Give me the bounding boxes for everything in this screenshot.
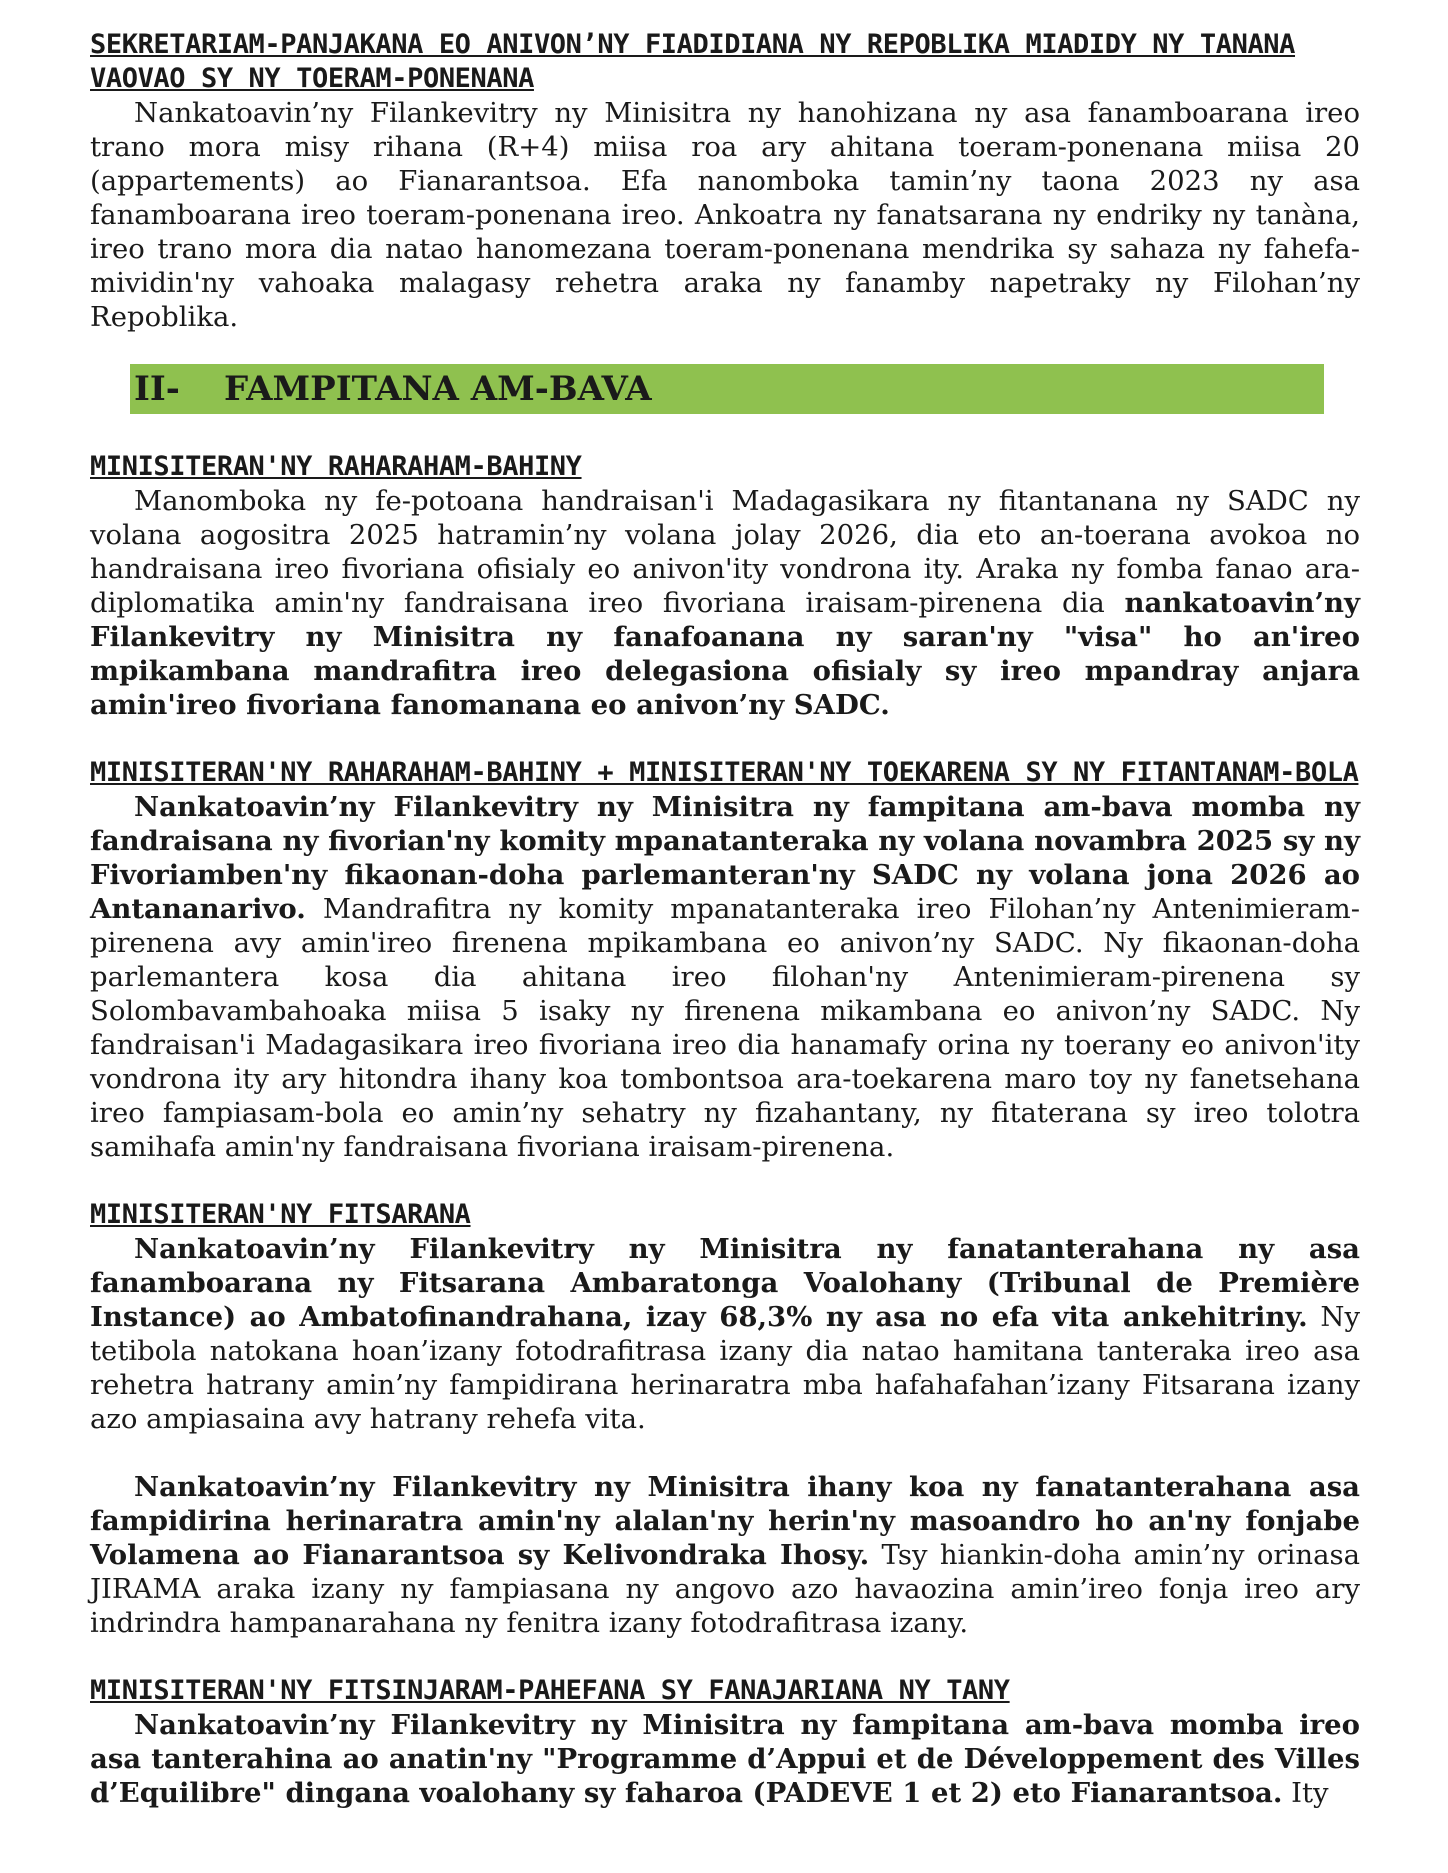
heading-secretariat: SEKRETARIAM-PANJAKANA EO ANIVON’NY FIADIDIANA NY REPOBLIKA MIADIDY NY TANANA VAOVAO SY NY TOERAM-PONENANA xyxy=(90,29,1296,94)
heading-foreign-affairs: MINISITERAN'NY RAHARAHAM-BAHINY xyxy=(90,451,582,482)
paragraph-bold-text: nankatoavin’ny Filankevitry ny Minisitra ny fanafoanana ny saran'ny "visa" ho an'ireo mpikambana mandrafitra ireo delegasiona ofisialy sy ireo mpandray anjara amin'ireo fivoriana fanomanana eo anivon’ny SADC. xyxy=(90,587,1360,721)
document-page xyxy=(90,28,1360,1810)
paragraph-text: Ity xyxy=(1282,1777,1329,1809)
paragraph-text: Mandrafitra ny komity mpanatanteraka ireo Filohan’ny Antenimieram-pirenena avy amin'ireo firenena mpikambana eo anivon’ny SADC. Ny fikaonan-doha parlemantera kosa dia ahitana ireo filohan'ny Antenimieram-pirenena sy Solombavambahoaka miisa 5 isaky ny firenena mikambana eo anivon’ny SADC. Ny fandraisan'i Madagasikara ireo fivoriana ireo dia hanamafy orina ny toerany eo anivon'ity vondrona ity ary hitondra ihany koa tombontsoa ara-toekarena maro toy ny fanetsehana ireo fampiasam-bola eo amin’ny sehatry ny fizahantany, ny fitaterana sy ireo tolotra samihafa amin'ny fandraisana fivoriana iraisam-pirenena. xyxy=(90,893,1360,1163)
heading-decentralization: MINISITERAN'NY FITSINJARAM-PAHEFANA SY FANAJARIANA NY TANY xyxy=(90,1675,1010,1706)
paragraph-sadc-visa xyxy=(90,484,1360,722)
paragraph-housing: Nankatoavin’ny Filankevitry ny Minisitra ny hanohizana ny asa fanamboarana ireo trano mora misy rihana (R+4) miisa roa ary ahitana toeram-ponenana miisa 20 (appartements) ao Fianarantsoa. Efa nanomboka tamin’ny taona 2023 ny asa fanamboarana ireo toeram-ponenana ireo. Ankoatra ny fanatsarana ny endriky ny tanàna, ireo trano mora dia natao hanomezana toeram-ponenana mendrika sy sahaza ny fahefa-mividin'ny vahoaka malagasy rehetra araka ny fanamby napetraky ny Filohan’ny Repoblika. xyxy=(90,97,1360,333)
paragraph-bold-text: Nankatoavin’ny Filankevitry ny Minisitra ny fanatanterahana ny asa fanamboarana ny Fitsarana Ambaratonga Voalohany (Tribunal de Première Instance) ao Ambatofinandrahana, izay 68,3% ny asa no efa vita ankehitriny. xyxy=(90,1233,1360,1333)
paragraph-text: Tsy hiankin-doha amin’ny orinasa JIRAMA araka izany ny fampiasana ny angovo azo havaozina amin’ireo fonja ireo ary indrindra hampanarahana ny fenitra izany fotodrafitrasa izany. xyxy=(90,1539,1360,1639)
paragraph-bold-text: Nankatoavin’ny Filankevitry ny Minisitra ny fampitana am-bava momba ny fandraisana ny fivorian'ny komity mpanatanteraka ny volana novambra 2025 sy ny Fivoriamben'ny fikaonan-doha parlemanteran'ny SADC ny volana jona 2026 ao Antananarivo. xyxy=(90,791,1360,925)
paragraph-prison-solar xyxy=(90,1470,1360,1640)
section-header-bar xyxy=(130,364,1324,414)
heading-foreign-affairs-economy: MINISITERAN'NY RAHARAHAM-BAHINY + MINISITERAN'NY TOEKARENA SY NY FITANTANAM-BOLA xyxy=(90,757,1359,788)
paragraph-text: Ny tetibola natokana hoan’izany fotodrafitrasa izany dia natao hamitana tanteraka ireo asa rehetra hatrany amin’ny fampidirana herinaratra mba hafahafahan’izany Fitsarana izany azo ampiasaina avy hatrany rehefa vita. xyxy=(90,1301,1360,1435)
paragraph-sadc-parliament xyxy=(90,790,1360,1164)
section-number: II- xyxy=(134,369,180,409)
section-title: FAMPITANA AM-BAVA xyxy=(224,369,652,409)
paragraph-bold-text: Nankatoavin’ny Filankevitry ny Minisitra ny fampitana am-bava momba ireo asa tanterahina ao anatin'ny "Programme d’Appui et de Développement des Villes d’Equilibre" dingana voalohany sy faharoa (PADEVE 1 et 2) eto Fianarantsoa. xyxy=(90,1709,1360,1809)
paragraph-tribunal xyxy=(90,1232,1360,1436)
paragraph-padeve xyxy=(90,1708,1360,1810)
paragraph-text: Manomboka ny fe-potoana handraisan'i Madagasikara ny fitantanana ny SADC ny volana aogositra 2025 hatramin’ny volana jolay 2026, dia eto an-toerana avokoa no handraisana ireo fivoriana ofisialy eo anivon'ity vondrona ity. Araka ny fomba fanao ara-diplomatika amin'ny fandraisana ireo fivoriana iraisam-pirenena dia xyxy=(90,485,1360,619)
paragraph-bold-text: Nankatoavin’ny Filankevitry ny Minisitra ihany koa ny fanatanterahana asa fampidirina herinaratra amin'ny alalan'ny herin'ny masoandro ho an'ny fonjabe Volamena ao Fianarantsoa sy Kelivondraka Ihosy. xyxy=(90,1471,1360,1571)
heading-justice: MINISITERAN'NY FITSARANA xyxy=(90,1199,471,1230)
